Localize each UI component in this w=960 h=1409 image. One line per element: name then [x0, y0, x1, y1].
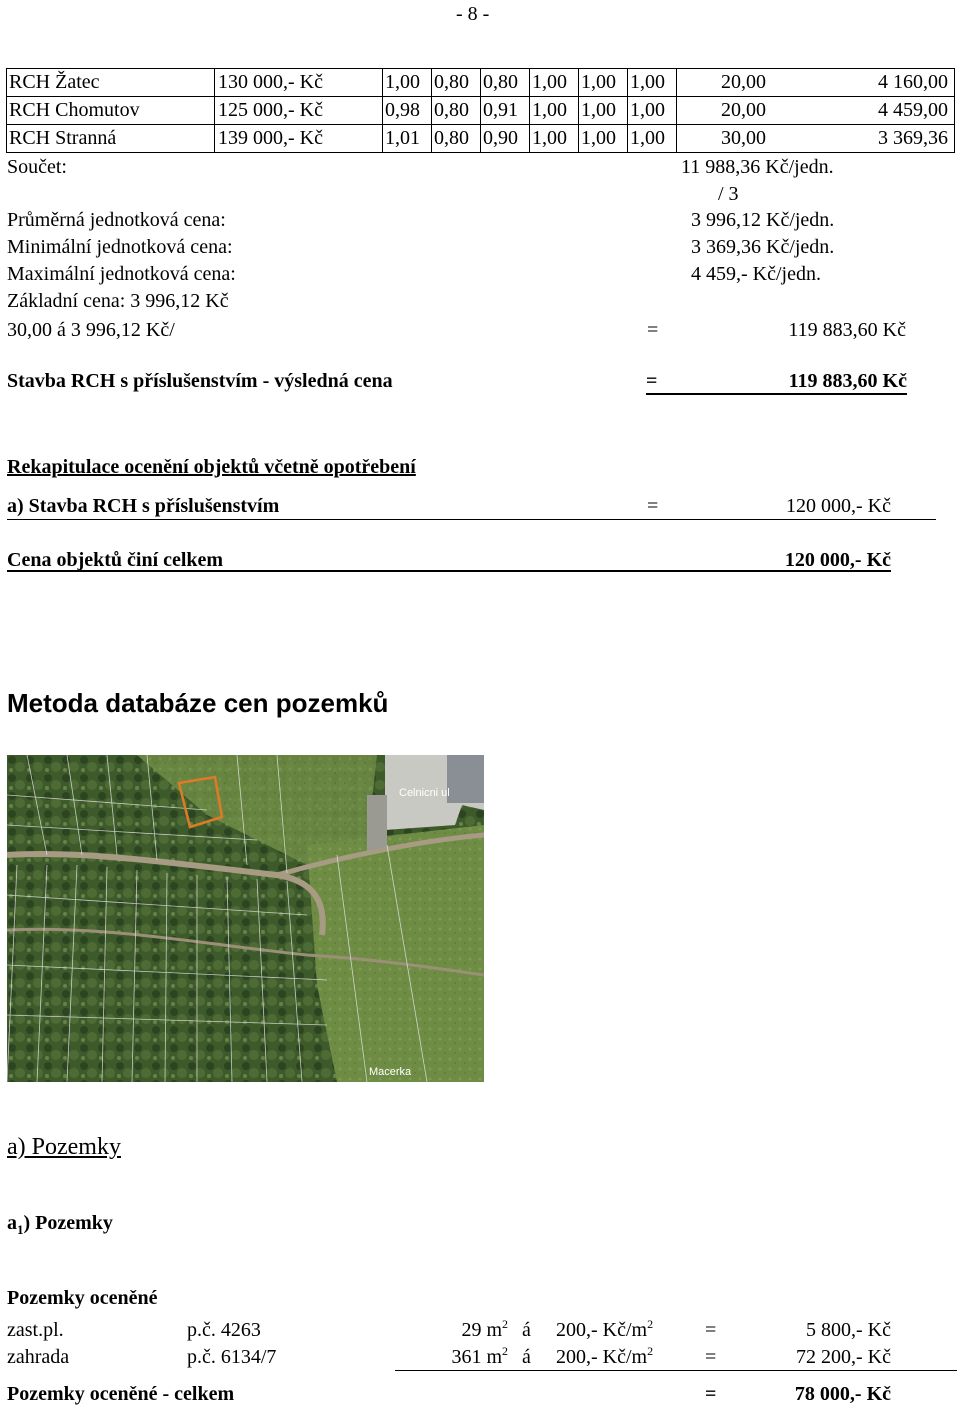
recap-item-label: a) Stavba RCH s příslušenstvím	[7, 495, 280, 517]
land-rows-underline	[395, 1370, 957, 1371]
map-label-top: Celnicni ul	[399, 787, 450, 799]
max-value: 4 459,- Kč/jedn.	[691, 263, 821, 285]
cadastral-map-image	[7, 755, 484, 1082]
result-label: Stavba RCH s příslušenstvím - výsledná cena	[7, 370, 393, 392]
recap-item-underline	[7, 519, 936, 520]
recap-total-value: 120 000,- Kč	[784, 549, 891, 571]
calc-equals: =	[647, 319, 659, 341]
divisor: / 3	[718, 183, 739, 205]
calc-value: 119 883,60 Kč	[788, 319, 906, 341]
recap-heading: Rekapitulace ocenění objektů včetně opotřebení	[7, 456, 416, 478]
map-label-bottom: Macerka	[369, 1066, 412, 1078]
avg-label: Průměrná jednotková cena:	[7, 209, 226, 231]
page-number: - 8 -	[456, 3, 490, 25]
recap-total-label: Cena objektů činí celkem	[7, 549, 224, 571]
calc-label: 30,00 á 3 996,12 Kč/	[7, 319, 175, 341]
land-total-equals: =	[705, 1383, 717, 1405]
result-underline	[646, 393, 907, 395]
recap-item-equals: =	[647, 495, 659, 517]
result-equals: =	[646, 370, 658, 392]
recap-total-underline	[7, 570, 891, 572]
min-label: Minimální jednotková cena:	[7, 236, 233, 258]
max-label: Maximální jednotková cena:	[7, 263, 236, 285]
valued-land-heading: Pozemky oceněné	[7, 1287, 158, 1309]
recap-item-value: 120 000,- Kč	[786, 495, 891, 517]
min-value: 3 369,36 Kč/jedn.	[691, 236, 835, 258]
method-heading: Metoda databáze cen pozemků	[7, 688, 389, 718]
sum-label: Součet:	[7, 156, 67, 178]
land-section-heading: a) Pozemky	[7, 1134, 121, 1160]
base-price-line: Základní cena: 3 996,12 Kč	[7, 290, 229, 312]
sum-value: 11 988,36 Kč/jedn.	[681, 156, 834, 178]
land-total-label: Pozemky oceněné - celkem	[7, 1383, 235, 1405]
land-total-value: 78 000,- Kč	[794, 1383, 891, 1405]
land-subsection-heading: $a_1$) Pozemky	[7, 1212, 113, 1237]
result-value: 119 883,60 Kč	[788, 370, 907, 392]
avg-value: 3 996,12 Kč/jedn.	[691, 209, 835, 231]
